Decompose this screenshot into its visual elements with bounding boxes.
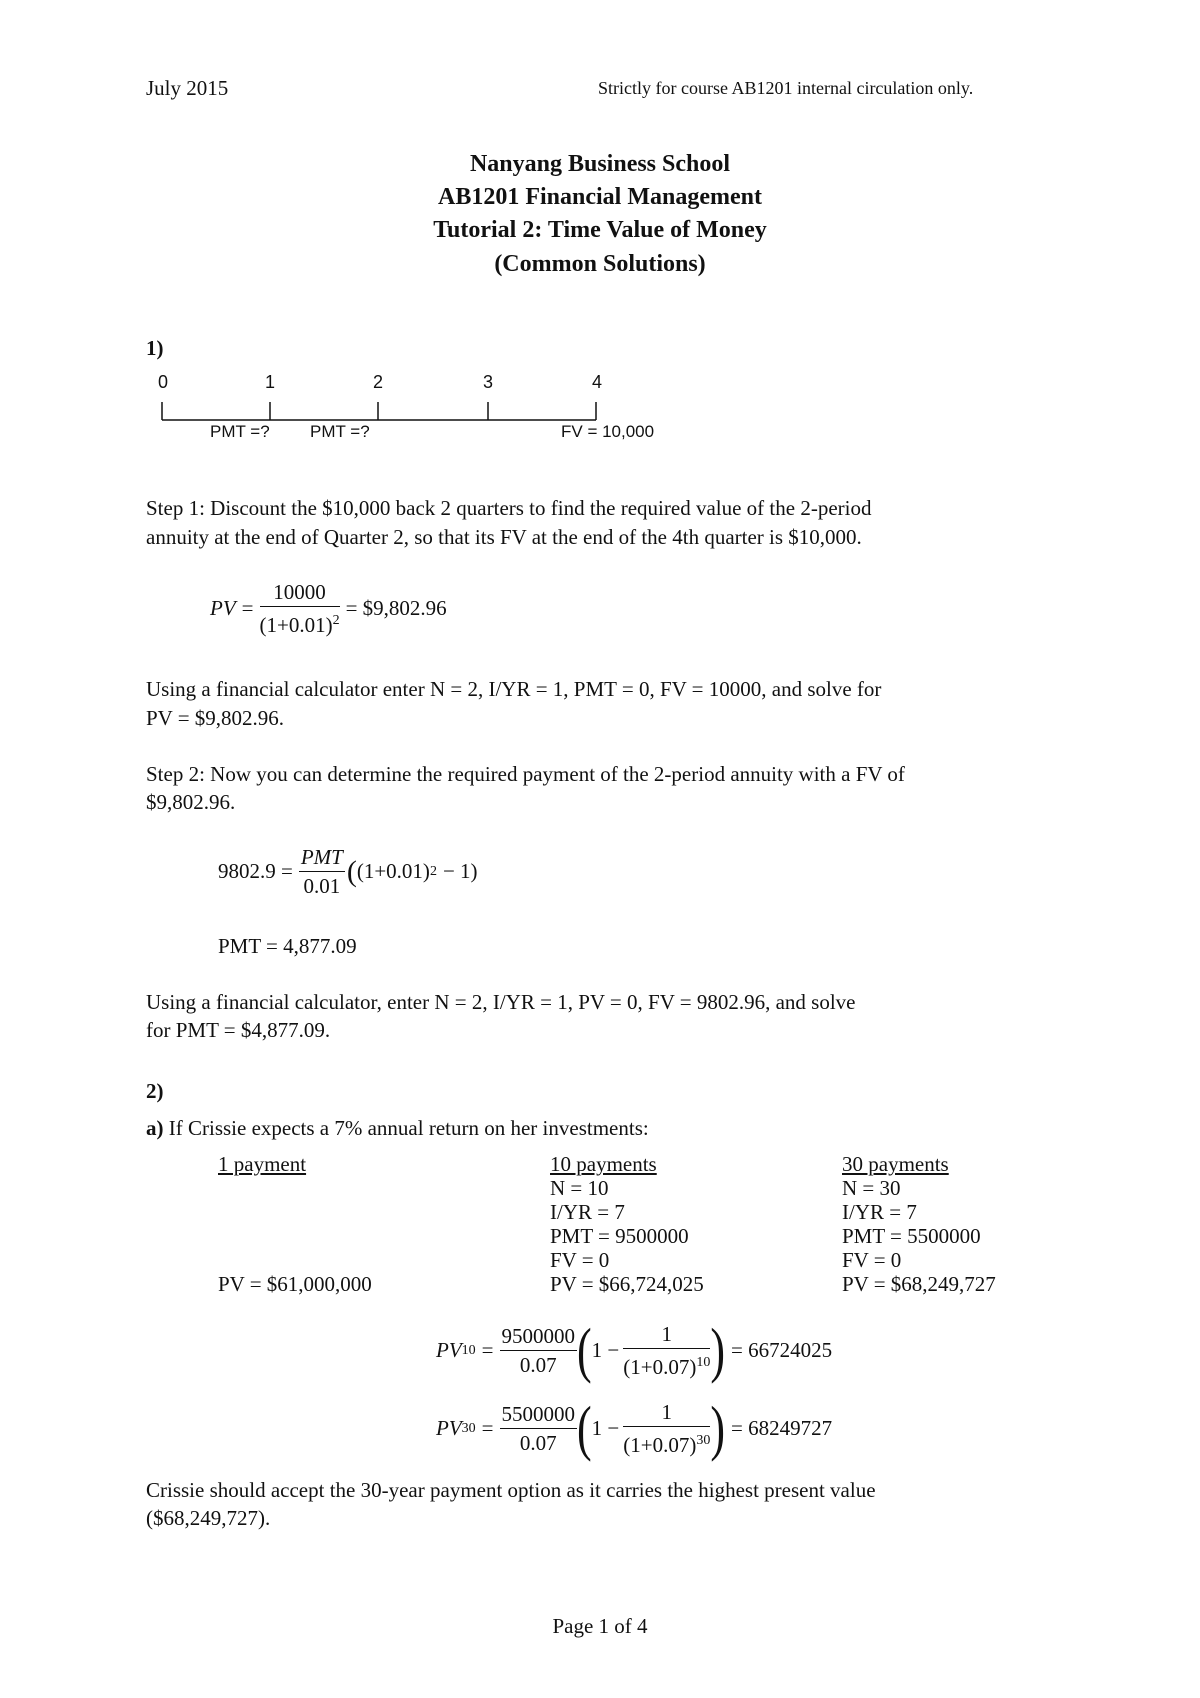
calc1-text-line2: PV = $9,802.96.: [146, 706, 285, 730]
title-subtitle: (Common Solutions): [494, 251, 706, 277]
eq1-fraction: [260, 578, 340, 639]
eq30-subscript: 30: [461, 1420, 476, 1436]
eq2-exponent: 2: [429, 863, 437, 879]
option-heading: 30 payments: [842, 1152, 949, 1176]
step2-text-line2: $9,802.96.: [146, 790, 236, 814]
timeline-period-1: 1: [265, 372, 276, 392]
equation-pv10: PV 10 = $\frac{9500000}{0.07}$ ( 1 − $\frac{1}{(1+0.07)^{10}}$ ) = 66724025: [436, 1315, 833, 1385]
eq10-denominator: 0.07: [519, 1353, 557, 1377]
option-10-payments: [550, 1152, 704, 1296]
eq10-inner-denominator: (1+0.07): [623, 1355, 697, 1379]
header-date: July 2015: [146, 76, 229, 100]
timeline-fv: FV = 10,000: [561, 422, 655, 441]
timeline-period-0: 0: [158, 372, 169, 392]
title-tutorial: Tutorial 2: Time Value of Money: [433, 217, 767, 243]
option-line: I/YR = 7: [550, 1200, 625, 1224]
pmt-result: PMT = 4,877.09: [218, 934, 357, 958]
eq2-body: (1+0.01): [356, 859, 430, 883]
option-line: [218, 1248, 372, 1272]
eq30-fraction: [500, 1400, 578, 1457]
eq10-fraction: [500, 1322, 578, 1379]
option-line: FV = 0: [550, 1248, 610, 1272]
equation-annuity-fv: 9802.9 = $\frac{\text{PMT}}{0.01}$ ( (1+0.01) 2 − 1): [218, 845, 478, 898]
option-line: PMT = 9500000: [550, 1224, 689, 1248]
page-number: Page 1 of 4: [552, 1614, 648, 1638]
option-line: I/YR = 7: [842, 1200, 917, 1224]
option-line: [218, 1176, 372, 1200]
option-line: [218, 1224, 372, 1248]
option-line: N = 30: [842, 1176, 901, 1200]
eq30-numerator: 5500000: [500, 1400, 578, 1429]
title-school: Nanyang Business School: [469, 151, 731, 177]
eq30-inner-denominator: (1+0.07): [623, 1433, 697, 1457]
option-30-payments: [842, 1152, 996, 1296]
eq10-inner-fraction: [623, 1320, 710, 1381]
step1-text-line1: Step 1: Discount the $10,000 back 2 quarters to find the required value of the 2-period: [146, 496, 872, 520]
eq30-inner-numerator: 1: [623, 1398, 710, 1427]
calc2-text-line1: Using a financial calculator, enter N = 2, I/YR = 1, PV = 0, FV = 9802.96, and solve: [146, 990, 856, 1014]
part-a-text: [146, 1114, 649, 1142]
option-line: [218, 1200, 372, 1224]
eq2-fraction: [299, 843, 345, 900]
option-heading: 10 payments: [550, 1152, 657, 1176]
equation-pv30: PV 30 = $\frac{5500000}{0.07}$ ( 1 − $\frac{1}{(1+0.07)^{30}}$ ) = 68249727: [436, 1393, 833, 1463]
eq30-inner-exponent: 30: [696, 1433, 711, 1448]
timeline-axis: [158, 400, 608, 424]
eq2-denominator: 0.01: [303, 874, 341, 898]
eq10-inner-exponent: 10: [696, 1355, 711, 1370]
eq30-denominator: 0.07: [519, 1431, 557, 1455]
option-line: N = 10: [550, 1176, 609, 1200]
step1-text-line2: annuity at the end of Quarter 2, so that its FV at the end of the 4th quarter is $10,000.: [146, 525, 862, 549]
timeline-period-3: 3: [483, 372, 494, 392]
eq2-numerator: PMT: [299, 843, 345, 872]
eq2-tail: − 1): [442, 859, 478, 883]
eq1-numerator: 10000: [260, 578, 340, 607]
eq1-lhs: PV: [210, 596, 236, 620]
conclusion-line1: Crissie should accept the 30-year payment option as it carries the highest present value: [146, 1478, 876, 1502]
option-line: FV = 0: [842, 1248, 902, 1272]
eq10-subscript: 10: [461, 1342, 476, 1358]
conclusion-line2: ($68,249,727).: [146, 1506, 271, 1530]
eq10-inner-numerator: 1: [623, 1320, 710, 1349]
eq1-result: = $9,802.96: [345, 596, 447, 620]
option-pv: PV = $61,000,000: [218, 1272, 372, 1296]
eq10-numerator: 9500000: [500, 1322, 578, 1351]
eq10-result: = 66724025: [731, 1338, 833, 1362]
calc2-text-line2: for PMT = $4,877.09.: [146, 1018, 331, 1042]
eq30-inner-fraction: [623, 1398, 710, 1459]
option-1-payment: [218, 1152, 372, 1296]
header-notice: Strictly for course AB1201 internal circulation only.: [598, 78, 974, 98]
part-a-description: If Crissie expects a 7% annual return on her investments:: [168, 1116, 649, 1140]
equation-pv-discount: [210, 578, 447, 639]
title-course: AB1201 Financial Management: [438, 184, 762, 210]
question-1-label: 1): [146, 336, 164, 360]
eq30-lhs: PV: [436, 1416, 462, 1440]
timeline-pmt-2: PMT =?: [310, 422, 370, 441]
eq2-lhs: 9802.9 =: [218, 859, 293, 883]
option-line: PMT = 5500000: [842, 1224, 981, 1248]
part-a-label: a): [146, 1116, 164, 1140]
eq1-equals: =: [241, 596, 254, 620]
timeline-period-2: 2: [373, 372, 384, 392]
eq10-lhs: PV: [436, 1338, 462, 1362]
calc1-text-line1: Using a financial calculator enter N = 2, I/YR = 1, PMT = 0, FV = 10000, and solve for: [146, 677, 882, 701]
option-pv: PV = $68,249,727: [842, 1272, 996, 1296]
question-2-label: 2): [146, 1079, 164, 1103]
eq1-exponent: 2: [332, 613, 340, 628]
option-heading: 1 payment: [218, 1152, 307, 1176]
eq30-result: = 68249727: [731, 1416, 833, 1440]
timeline-pmt-1: PMT =?: [210, 422, 270, 441]
step2-text-line1: Step 2: Now you can determine the required payment of the 2-period annuity with a FV of: [146, 762, 905, 786]
option-pv: PV = $66,724,025: [550, 1272, 704, 1296]
eq1-denominator: (1+0.01): [259, 613, 333, 637]
timeline-period-4: 4: [592, 372, 603, 392]
